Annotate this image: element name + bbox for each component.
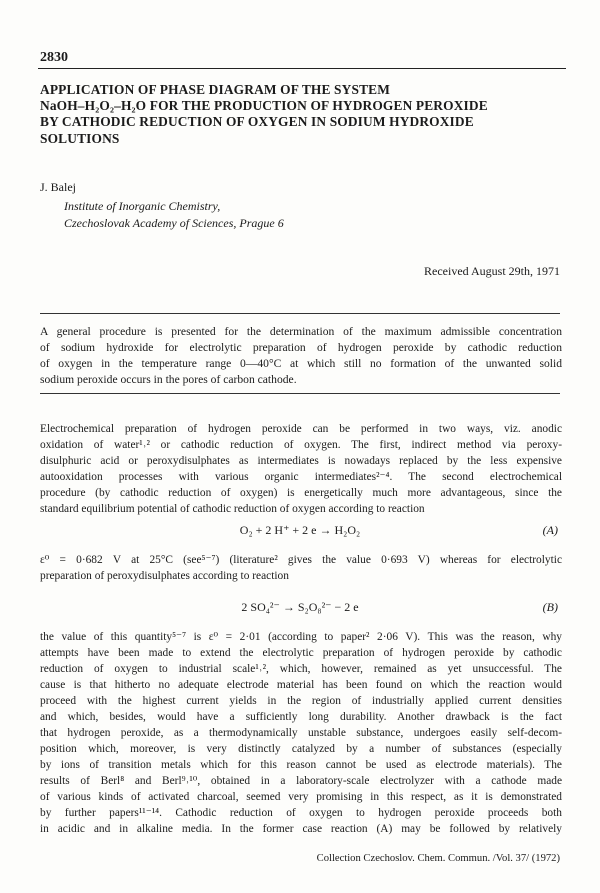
- body-line: that hydrogen peroxide, as a thermodynamically unstable substance, undergoes easily self-decom-: [40, 727, 562, 739]
- author-affiliation: [64, 198, 284, 231]
- equation-b-label: (B): [542, 600, 558, 614]
- author-name: J. Balej: [40, 180, 76, 194]
- body-line: reduction of oxygen to industrial scale¹˒², which, however, remained as yet unsuccessful. The: [40, 663, 562, 675]
- body-line: Electrochemical preparation of hydrogen peroxide can be performed in two ways, viz. anodic: [40, 423, 562, 435]
- equation-b: [40, 600, 560, 618]
- page-number: 2830: [40, 50, 68, 65]
- body-line: and which, besides, would have a sufficiently long durability. Another drawback is the fact: [40, 711, 562, 723]
- body-line: results of Berl⁸ and Berl⁹˒¹⁰, obtained in a laboratory-scale electrolyzer with a cathode made: [40, 775, 562, 787]
- body-line: of various kinds of activated charcoal, seemed very promising in this respect, as it is demonstrated: [40, 791, 562, 803]
- body-line: the value of this quantity⁵⁻⁷ is ε⁰ = 2·01 (according to paper² 2·06 V). This was the reason, why: [40, 631, 562, 643]
- body-paragraph-3: [40, 629, 562, 837]
- abstract-line: of oxygen in the temperature range 0—40°C at which still no formation of the unwanted solid: [40, 357, 562, 371]
- title-line: APPLICATION OF PHASE DIAGRAM OF THE SYSTEM: [40, 82, 391, 97]
- equation-b-body: 2 SO₄²⁻ → S₂O₈²⁻ − 2 e: [241, 600, 359, 614]
- affiliation-line: Institute of Inorganic Chemistry,: [64, 199, 221, 213]
- body-line: procedure (by cathodic reduction of oxygen) is energetically much more advantageous, since the: [40, 487, 562, 499]
- abstract-top-rule: [40, 313, 560, 314]
- abstract: [40, 324, 562, 388]
- body-line: cause is that hitherto no adequate electrode material has been found on which the reaction would: [40, 679, 562, 691]
- title-line: NaOH–H₂O₂–H₂O FOR THE PRODUCTION OF HYDROGEN PEROXIDE: [40, 98, 488, 114]
- body-line: position which, moreover, is very distinctly catalyzed by a number of substances (especially: [40, 743, 562, 755]
- body-line: proceed with the highest current yields in the region of industrially applied current densities: [40, 695, 562, 707]
- body-line: by further papers¹¹⁻¹⁴. Cathodic reduction of oxygen to hydrogen peroxide proceeds both: [40, 807, 562, 819]
- abstract-line: sodium peroxide occurs in the pores of carbon cathode.: [40, 373, 297, 387]
- title-line: BY CATHODIC REDUCTION OF OXYGEN IN SODIUM HYDROXIDE: [40, 114, 474, 130]
- abstract-line: A general procedure is presented for the determination of the maximum admissible concentration: [40, 325, 562, 338]
- body-line: attempts have been made to extend the electrolytic preparation of hydrogen peroxide by cathodic: [40, 647, 562, 659]
- equation-a: [40, 523, 560, 541]
- title-line: SOLUTIONS: [40, 130, 120, 146]
- body-line: ε⁰ = 0·682 V at 25°C (see⁵⁻⁷) (literature² gives the value 0·693 V) whereas for electrolytic: [40, 554, 562, 566]
- article-title: [40, 82, 560, 147]
- body-paragraph-1: [40, 421, 562, 517]
- received-date: Received August 29th, 1971: [424, 264, 560, 278]
- body-paragraph-2: [40, 552, 562, 584]
- abstract-bottom-rule: [40, 393, 560, 394]
- abstract-line: of sodium hydroxide for electrolytic preparation of hydrogen peroxide by cathodic reduction: [40, 341, 562, 355]
- body-line: in acidic and in alkaline media. In the former case reaction (A) may be followed by relatively: [40, 823, 562, 835]
- affiliation-line: Czechoslovak Academy of Sciences, Prague 6: [64, 215, 284, 230]
- body-line: preparation of peroxydisulphates according to reaction: [40, 570, 289, 582]
- header-rule: [38, 68, 566, 69]
- body-line: by ions of transition metals which for this reason cannot be used as electrode materials). The: [40, 759, 562, 771]
- equation-a-body: O₂ + 2 H⁺ + 2 e → H₂O₂: [239, 523, 361, 537]
- body-line: disulphuric acid or peroxydisulphates as intermediates is nowadays replaced by the less expensive: [40, 455, 562, 467]
- body-line: oxidation of water¹˒² or cathodic reduction of oxygen. The first, indirect method via peroxy-: [40, 439, 562, 451]
- equation-a-label: (A): [542, 523, 558, 537]
- body-line: standard equilibrium potential of cathodic reduction of oxygen according to reaction: [40, 503, 425, 515]
- journal-footer: Collection Czechoslov. Chem. Commun. /Vol. 37/ (1972): [316, 853, 560, 864]
- body-line: autooxidation processes with various organic intermediates²⁻⁴. The second electrochemical: [40, 471, 562, 483]
